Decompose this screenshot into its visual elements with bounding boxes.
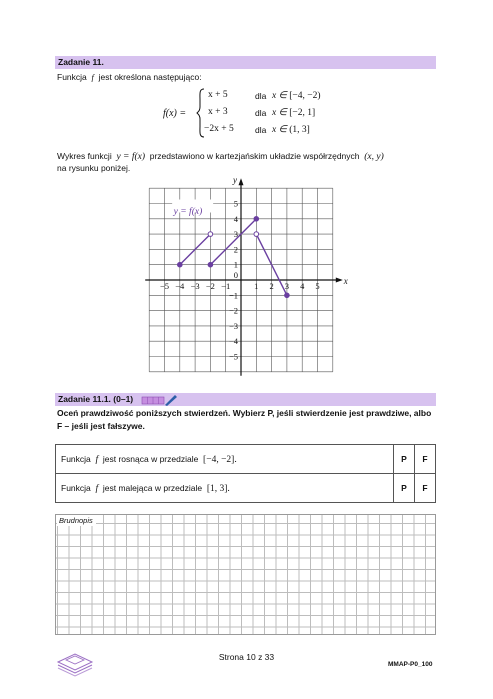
task-title: Zadanie 11. xyxy=(58,57,104,67)
case-3-dla: dla xyxy=(255,125,267,135)
draft-label: Brudnopis xyxy=(57,515,96,526)
statements-table xyxy=(55,444,436,503)
case-1-expr: x + 5 xyxy=(208,90,228,100)
case-1-cond: x ∈ [−4, −2) xyxy=(272,91,321,101)
open-point xyxy=(254,232,259,237)
x-tick-label: −3 xyxy=(190,281,200,291)
graph-segment-2 xyxy=(210,219,256,265)
closed-point xyxy=(208,262,213,267)
pencil-icon xyxy=(142,395,180,406)
case-2-expr: x + 3 xyxy=(208,107,228,117)
table-row xyxy=(56,445,436,474)
closed-point xyxy=(254,217,259,222)
x-tick-label: −5 xyxy=(159,281,170,291)
y-tick-label: −4 xyxy=(228,336,238,347)
y-tick-label: 2 xyxy=(233,244,238,255)
subtask-title-bar xyxy=(55,393,436,406)
page-number: Strona 10 z 33 xyxy=(218,652,275,662)
statement-2-option-f[interactable]: F xyxy=(415,474,436,503)
y-tick-label: 3 xyxy=(233,229,238,240)
exam-code: MMAP-P0_100 xyxy=(388,661,433,668)
open-point xyxy=(208,232,213,237)
x-tick-label: 2 xyxy=(269,281,274,291)
x-axis-arrow xyxy=(336,278,343,283)
function-graph xyxy=(145,175,348,375)
x-tick-label: 5 xyxy=(315,281,320,291)
subtask-instruction: Oceń prawdziwość poniższych stwierdzeń. Wybierz P, jeśli stwierdzenie jest prawdziwe, albo F – jeśli jest fałszywe. xyxy=(57,408,432,431)
graph-annotation: y = f(x) xyxy=(173,207,203,218)
task-title-bar xyxy=(55,56,436,69)
x-axis-label: x xyxy=(343,276,348,286)
x-tick-label: −4 xyxy=(175,281,185,291)
table-row xyxy=(56,474,436,503)
closed-point xyxy=(178,262,183,267)
y-tick-label: 5 xyxy=(233,198,238,209)
y-tick-label: −3 xyxy=(228,320,238,331)
graph-description: Wykres funkcji y = f(x) przedstawiono w kartezjańskim układzie współrzędnych (x, y) xyxy=(57,151,384,162)
task-intro: Funkcja f jest określona następująco: xyxy=(57,72,202,82)
statement-2-option-p[interactable]: P xyxy=(394,474,415,503)
y-tick-label: 1 xyxy=(233,259,238,270)
x-tick-label: 3 xyxy=(284,281,290,291)
y-axis-label: y xyxy=(233,175,237,186)
closed-point xyxy=(285,293,290,298)
y-tick-label: −2 xyxy=(228,305,238,316)
statement-2: Funkcja f jest malejąca w przedziale [1, 3]. xyxy=(56,474,394,503)
draft-area[interactable] xyxy=(55,514,436,635)
statement-1: Funkcja f jest rosnąca w przedziale [−4, −2]. xyxy=(56,445,394,474)
y-axis-arrow xyxy=(239,178,244,185)
subtask-title: Zadanie 11.1. (0–1) xyxy=(58,394,134,404)
case-2-dla: dla xyxy=(255,108,267,118)
function-label: f(x) = xyxy=(163,108,187,119)
case-3-expr: −2x + 5 xyxy=(204,124,234,134)
y-tick-label: −1 xyxy=(228,290,238,301)
x-tick-label: −2 xyxy=(205,281,215,291)
graph-description-line2: na rysunku poniżej. xyxy=(57,163,131,173)
x-tick-label: 4 xyxy=(300,281,305,291)
y-tick-label: −5 xyxy=(228,351,238,362)
case-2-cond: x ∈ [−2, 1] xyxy=(272,108,316,118)
case-1-dla: dla xyxy=(255,91,267,101)
y-tick-label: 4 xyxy=(233,213,238,224)
x-tick-label: −1 xyxy=(221,281,231,291)
statement-1-option-p[interactable]: P xyxy=(394,445,415,474)
origin-label: 0 xyxy=(233,270,238,280)
case-3-cond: x ∈ (1, 3] xyxy=(272,125,310,135)
statement-1-option-f[interactable]: F xyxy=(415,445,436,474)
x-tick-label: 1 xyxy=(254,281,259,291)
